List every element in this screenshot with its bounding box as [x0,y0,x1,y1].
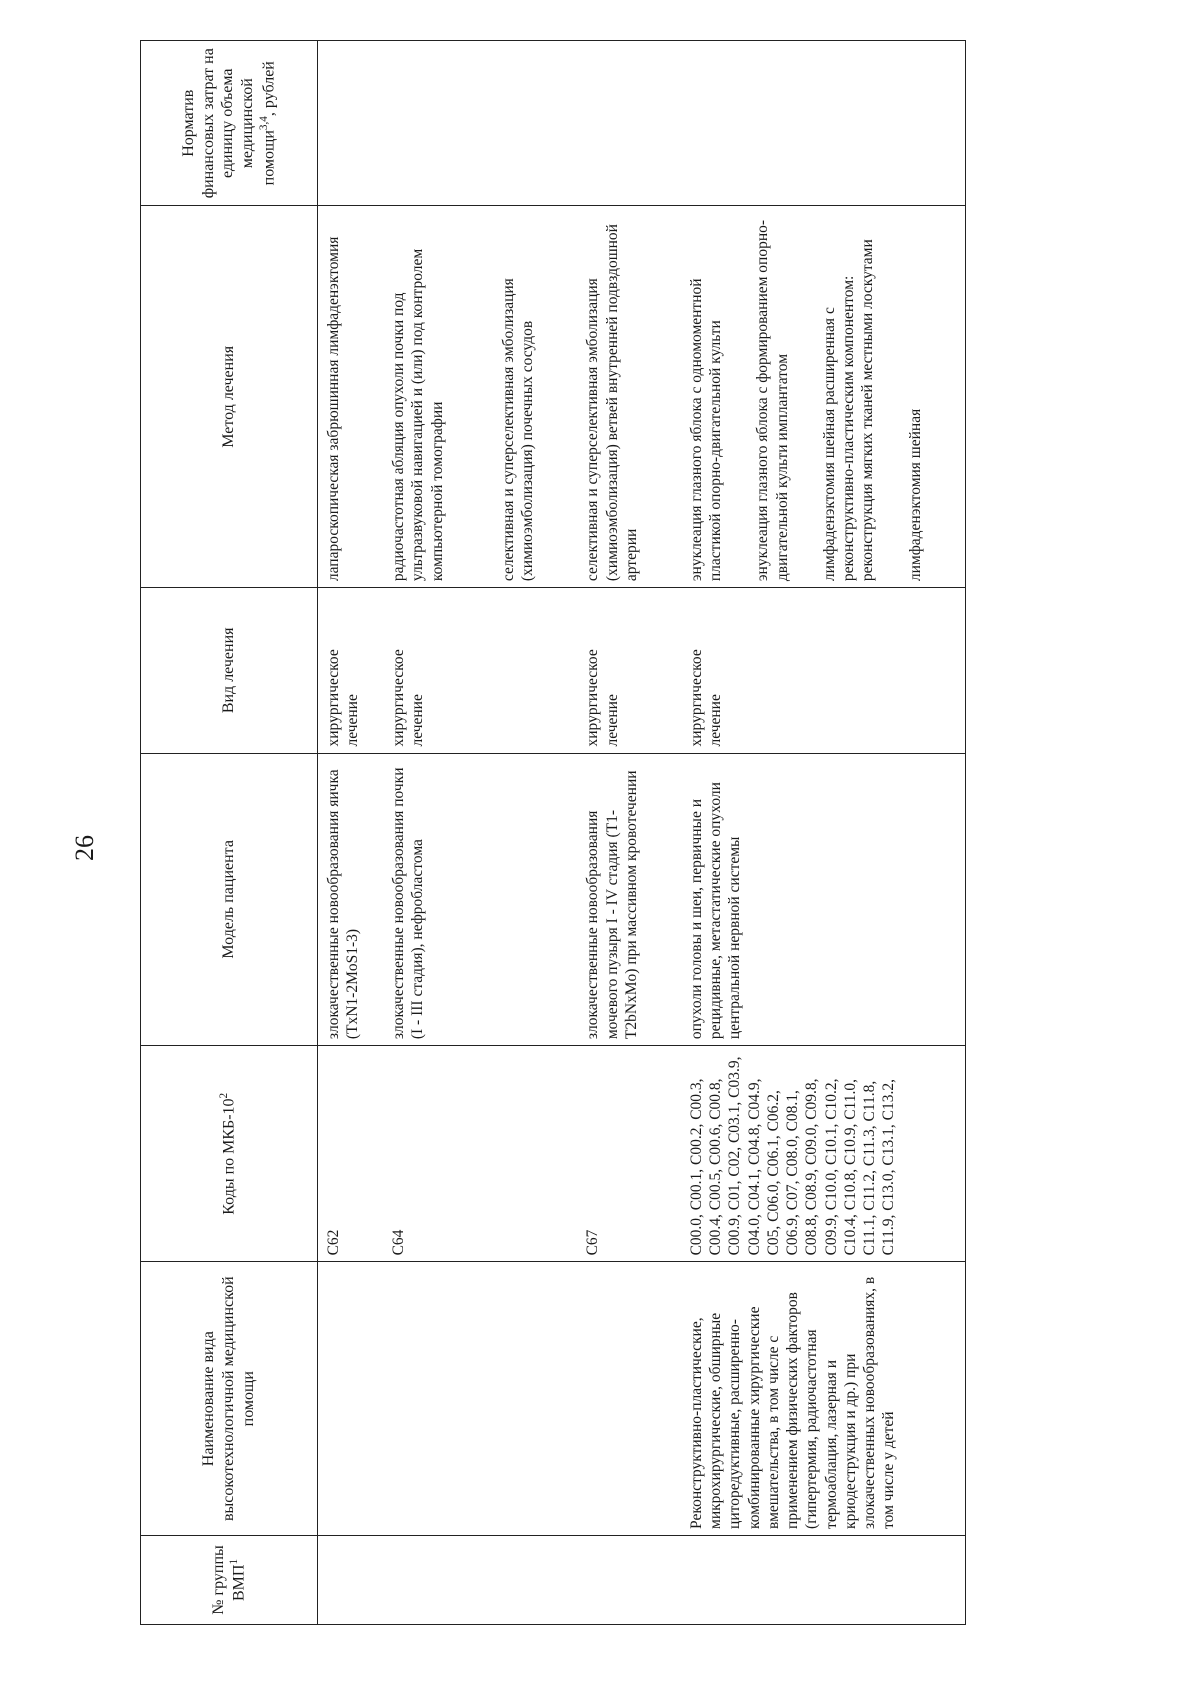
method-item: лапароскопическая забрюшинная лимфаденэктомия [325,236,342,582]
cell-code: C64 [383,1046,577,1262]
header-codes: Коды по МКБ-$10^2$ [141,1046,318,1262]
cell-code: C62 [318,1046,384,1262]
cell-code: C00.0, C00.1, C00.2, C00.3, C00.4, C00.5, C00.6, C00.8, C00.9, C01, C02, C03.1, C03.9, C04.0, C04.1, C04.8, C04.9, C05, C06.0, C06.1, C06.2, C06.9, C07, C08.0, C08.1, C08.8, C08.9, C09.0, C09.8, C09.9, C10.0, C10.1, C10.2, C10.4, C10.8, C10.9, C11.0, C11.1, C11.2, C11.3, C11.8, C11.9, C13.0, C13.1, C13.2, [681,1046,965,1262]
method-item: энуклеация глазного яблока с одномоментной пластикой опорно-двигательной культи [687,278,725,582]
table-row [383,41,577,1625]
method-item: селективная и суперселективная эмболизация (химиоэмболизация) почечных сосудов [499,278,537,582]
cell-model: опухоли головы и шеи, первичные и рецидивные, метастатические опухоли центральной нервной системы [681,753,965,1046]
table-row [318,41,384,1625]
rotated-table-container [140,40,1200,1625]
cell-code: C67 [577,1046,681,1262]
cell-model: злокачественные новообразования мочевого пузыря I - IV стадия (T1-T2bNxMo) при массивном кровотечении [577,753,681,1046]
cell-type: хирургическое лечение [681,588,965,753]
header-model: Модель пациента [141,753,318,1046]
cell-type: хирургическое лечение [577,588,681,753]
method-item: лимфаденэктомия шейная [906,408,924,582]
header-method: Метод лечения [141,206,318,588]
table-header-row [141,41,318,1625]
table-row [577,41,681,1625]
cell-type: хирургическое лечение [383,588,577,753]
method-item: лимфаденэктомия шейная расширенная с реконструктивно-пластическим компонентом: реконструкция мягких тканей местными лоскутами [820,239,877,582]
header-treatment-type: Вид лечения [141,588,318,753]
header-group-no: № группы ВМП$^1$ [141,1535,318,1624]
cell-method [577,206,681,588]
table-row [681,41,965,1625]
cell-method [681,206,965,588]
page-number: 26 [70,835,99,861]
header-name: Наименование вида высокотехнологичной медицинской помощи [141,1262,318,1536]
cell-method [383,206,577,588]
method-item: селективная и суперселективная эмболизация (химиоэмболизация) ветвей внутренней подвздошной артерии [584,224,640,582]
method-item: радиочастотная абляция опухоли почки под ультразвуковой навигацией и (или) под контролем компьютерной томографии [390,248,446,582]
cell-method [318,206,384,588]
cell-name: Реконструктивно-пластические, микрохирургические, обширные циторедуктивные, расширенно-комбинированные хирургические вмешательства, в том числе с применением физических факторов (гипертермия, радиочастотная термоаблация, лазерная и криодеструкция и др.) при злокачественных новообразованиях, в том числе у детей [681,1262,965,1536]
vmp-table [140,40,966,1625]
cell-model: злокачественные новообразования почки (I - III стадия), нефробластома [383,753,577,1046]
header-norm: Норматив финансовых затрат на единицу объема медицинской помощи$^{3,4}$, рублей [141,41,318,206]
cell-model: злокачественные новообразования яичка (TxN1-2MoS1-3) [318,753,384,1046]
method-item: энуклеация глазного яблока с формированием опорно-двигательной культи имплантатом [754,219,791,582]
cell-type: хирургическое лечение [318,588,384,753]
